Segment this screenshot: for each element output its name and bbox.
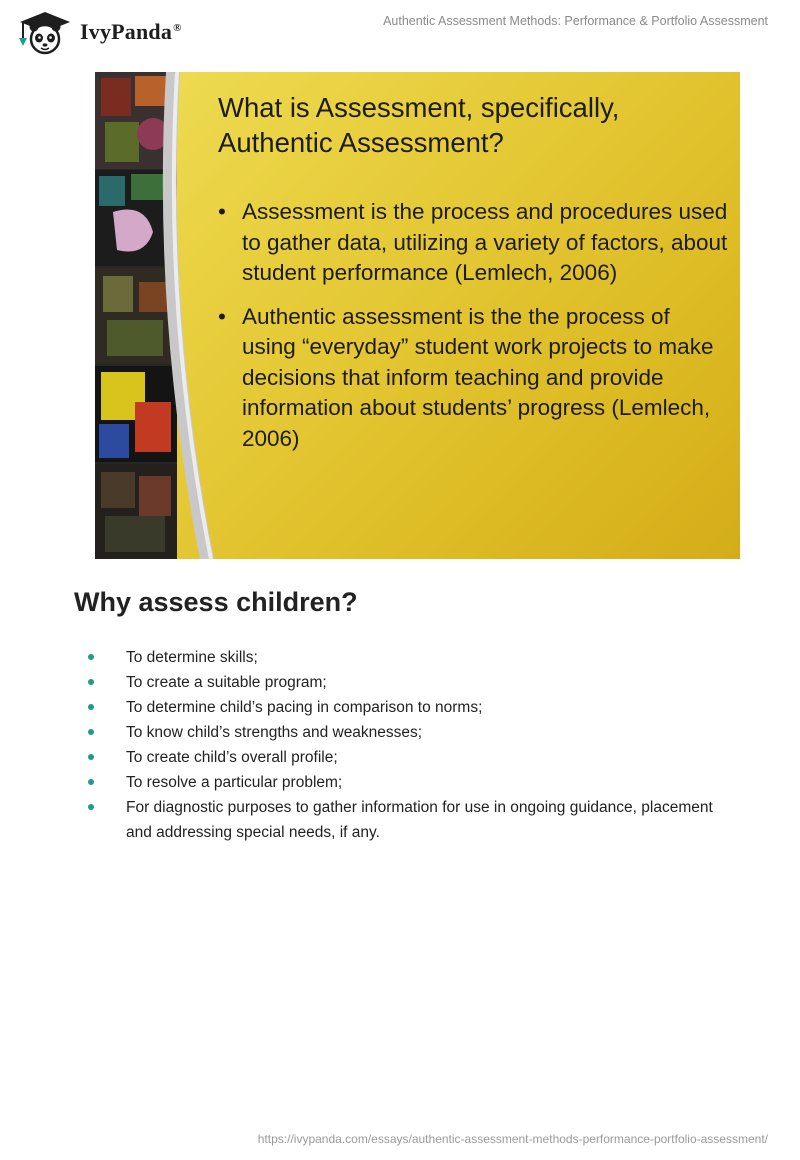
slide-bullet-list [218,197,728,467]
bullet-icon [88,679,94,685]
list-item [88,645,728,670]
source-url[interactable]: https://ivypanda.com/essays/authentic-assessment-methods-performance-portfolio-assessment/ [257,1132,768,1146]
document-title: Authentic Assessment Methods: Performance & Portfolio Assessment [383,14,768,28]
registered-mark: ® [173,21,182,34]
list-item-text: For diagnostic purposes to gather information for use in ongoing guidance, placement and addressing special needs, if any. [126,799,713,841]
slide-bullet-text: Authentic assessment is the the process of using “everyday” student work projects to make decisions that inform teaching and provide information about students’ progress (Lemlech, 2006) [242,303,714,451]
list-item-text: To determine child’s pacing in comparison to norms; [126,699,483,716]
slide-bullet [218,197,728,289]
slide-title: What is Assessment, specifically, Authentic Assessment? [218,92,620,158]
bullet-icon [88,804,94,810]
ivypanda-logo[interactable] [16,8,182,56]
list-item [88,695,728,720]
list-item-text: To know child’s strengths and weaknesses; [126,724,423,741]
panda-graduate-icon [16,8,74,56]
page-header [0,0,800,60]
slide-bullet-text: Assessment is the process and procedures used to gather data, utilizing a variety of factors, about student performance (Lemlech, 2006) [242,199,728,285]
list-item-text: To determine skills; [126,649,258,666]
bullet-dot: • [218,303,226,329]
reasons-list [88,645,728,845]
logo-wordmark: IvyPanda® [80,19,182,44]
slide-divider-curve [95,72,235,559]
bullet-icon [88,754,94,760]
list-item-text: To resolve a particular problem; [126,774,343,791]
list-item [88,770,728,795]
list-item-text: To create child’s overall profile; [126,749,338,766]
bullet-dot: • [218,199,226,224]
list-item-text: To create a suitable program; [126,674,327,691]
slide-image [95,72,740,559]
list-item [88,670,728,695]
bullet-icon [88,779,94,785]
list-item [88,795,728,845]
list-item [88,720,728,745]
section-heading: Why assess children? [74,587,358,617]
bullet-icon [88,729,94,735]
slide-bullet [218,302,728,455]
bullet-icon [88,704,94,710]
list-item [88,745,728,770]
bullet-icon [88,654,94,660]
